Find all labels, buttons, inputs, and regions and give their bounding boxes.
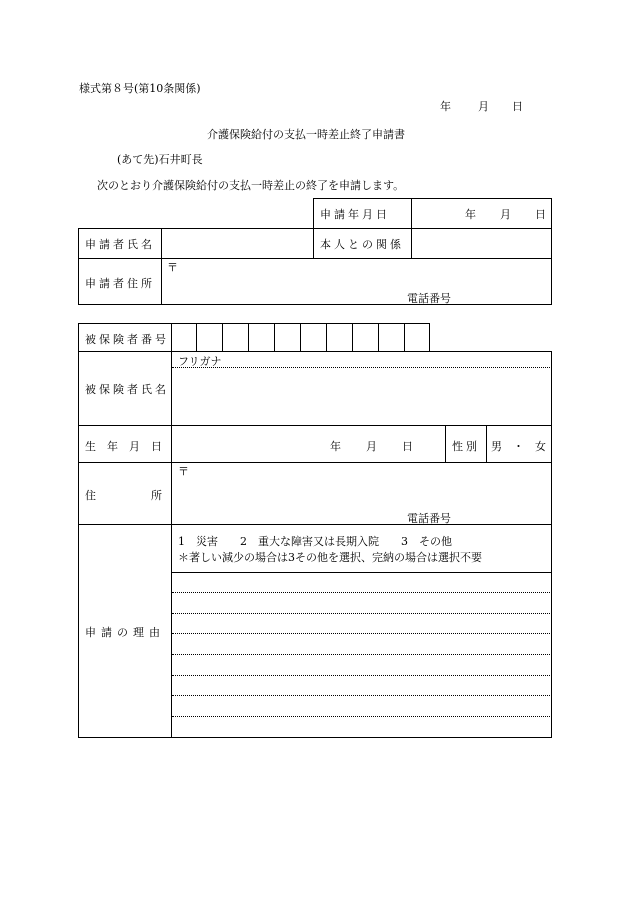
insured-postal-mark: 〒	[178, 465, 189, 478]
applicant-address-input[interactable]	[180, 260, 549, 278]
page-title: 介護保険給付の支払一時差止終了申請書	[207, 128, 405, 141]
insured-number-digit[interactable]	[327, 325, 351, 350]
reason-note: ＊著しい減少の場合は3その他を選択、完納の場合は選択不要	[178, 551, 482, 564]
applicant-postal-mark: 〒	[167, 261, 178, 274]
applicant-name-label: 申請者氏名	[85, 238, 155, 251]
insured-number-digit[interactable]	[173, 325, 195, 350]
reason-label: 申請の理由	[85, 626, 165, 639]
applicant-phone-label: 電話番号	[407, 292, 451, 305]
reason-options[interactable]: 1 災害 2 重大な障害又は長期入院 3 その他	[178, 535, 452, 548]
intro-text: 次のとおり介護保険給付の支払一時差止の終了を申請します。	[97, 179, 405, 192]
insured-address-input[interactable]	[191, 464, 549, 482]
request-date-label: 申請年月日	[320, 208, 390, 221]
insured-name-label: 被保険者氏名	[85, 383, 169, 396]
insured-number-digit[interactable]	[275, 325, 299, 350]
request-day: 日	[535, 208, 546, 221]
addressee: (あて先)石井町長	[117, 153, 203, 166]
form-number: 様式第８号(第10条関係)	[79, 82, 201, 95]
insured-number-digit[interactable]	[249, 325, 273, 350]
header-date-day: 日	[512, 100, 523, 113]
sex-label: 性別	[452, 440, 480, 453]
applicant-name-input[interactable]	[163, 230, 311, 256]
insured-phone-label: 電話番号	[407, 512, 451, 525]
applicant-address-label: 申請者住所	[85, 277, 155, 290]
insured-number-digit[interactable]	[301, 325, 325, 350]
header-date-year: 年	[440, 100, 451, 113]
header-date-month: 月	[478, 100, 489, 113]
insured-number-digit[interactable]	[197, 325, 221, 350]
furigana-input[interactable]	[230, 353, 549, 366]
furigana-label: フリガナ	[178, 355, 222, 368]
insured-address-label: 住 所	[85, 489, 162, 502]
request-month: 月	[500, 208, 511, 221]
sex-options[interactable]: 男 ・ 女	[491, 440, 546, 453]
insured-phone-input[interactable]	[458, 506, 549, 523]
insured-number-digit[interactable]	[353, 325, 377, 350]
birth-date-label: 生 年 月 日	[85, 440, 162, 453]
insured-number-label: 被保険者番号	[85, 333, 169, 346]
insured-number-digit[interactable]	[223, 325, 247, 350]
birth-year: 年	[330, 440, 341, 453]
relation-input[interactable]	[413, 230, 549, 256]
insured-number-digit[interactable]	[379, 325, 403, 350]
insured-number-digit[interactable]	[405, 325, 428, 350]
insured-name-input[interactable]	[173, 370, 549, 423]
birth-month: 月	[366, 440, 377, 453]
birth-day: 日	[402, 440, 413, 453]
request-year: 年	[465, 208, 476, 221]
applicant-phone-input[interactable]	[458, 286, 549, 303]
relation-label: 本人との関係	[320, 238, 404, 251]
